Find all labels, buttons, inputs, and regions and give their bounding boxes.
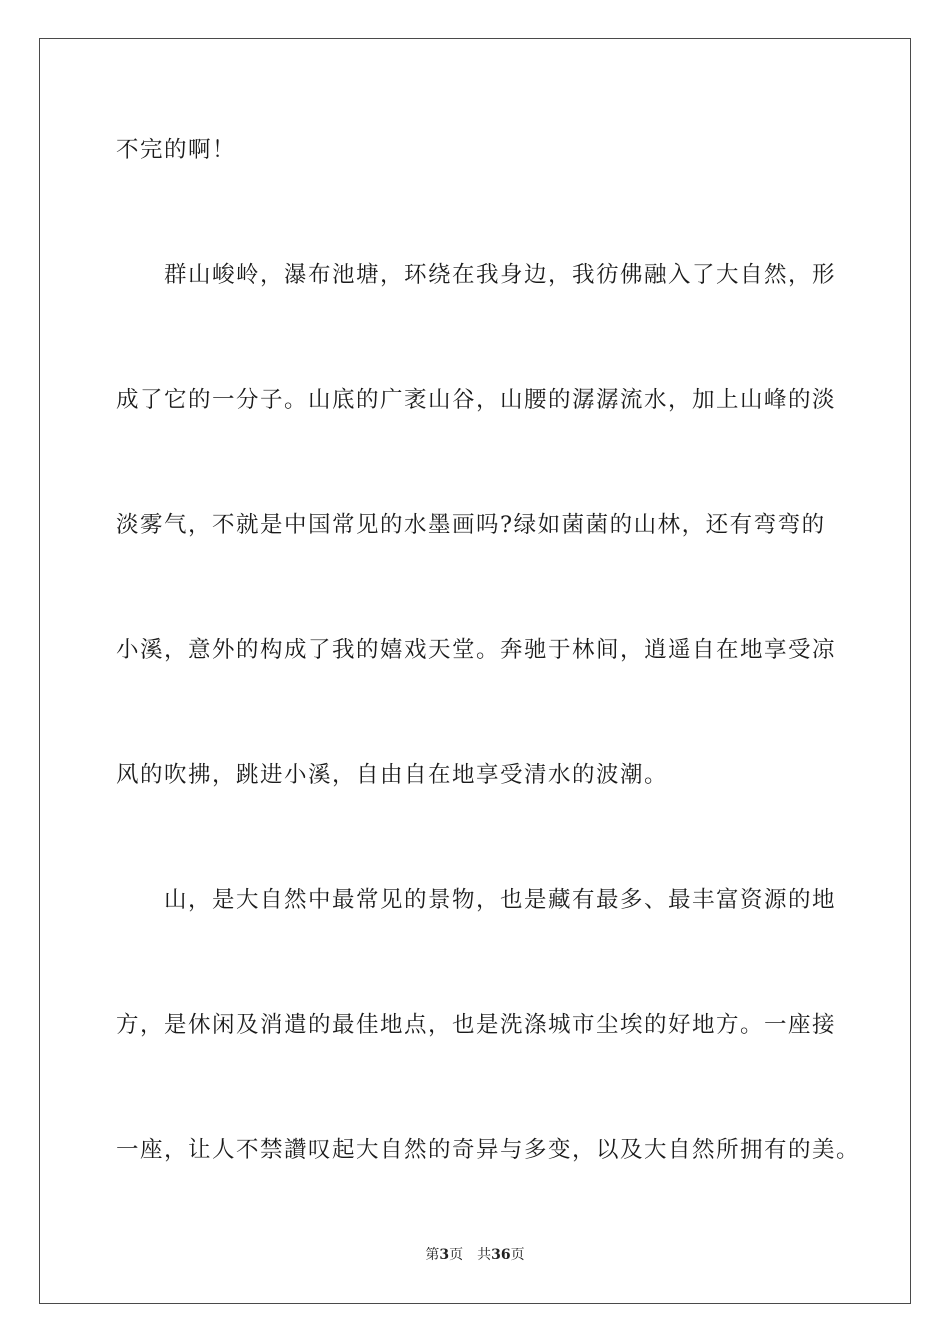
text-line-5: 小溪，意外的构成了我的嬉戏天堂。奔驰于林间，逍遥自在地享受凉 xyxy=(116,637,837,663)
text-line-9: 一座，让人不禁讚叹起大自然的奇异与多变，以及大自然所拥有的美。 xyxy=(116,1137,861,1163)
text-line-4: 淡雾气，不就是中国常见的水墨画吗?绿如菌菌的山林，还有弯弯的 xyxy=(116,512,826,538)
footer-total-prefix: 共 xyxy=(477,1247,492,1263)
page-border xyxy=(39,38,911,1304)
footer-total-pages: 36 xyxy=(491,1247,511,1263)
footer-page-number: 3 xyxy=(439,1247,450,1263)
text-line-8: 方，是休闲及消遣的最佳地点，也是洗涤城市尘埃的好地方。一座接 xyxy=(116,1012,837,1038)
text-line-3: 成了它的一分子。山底的广袤山谷，山腰的潺潺流水，加上山峰的淡 xyxy=(116,387,837,413)
footer-page-suffix: 页 xyxy=(449,1247,464,1263)
text-line-6: 风的吹拂，跳进小溪，自由自在地享受清水的波潮。 xyxy=(116,762,669,788)
text-line-2: 群山峻岭，瀑布池塘，环绕在我身边，我彷佛融入了大自然，形 xyxy=(164,262,837,288)
text-line-7: 山，是大自然中最常见的景物，也是藏有最多、最丰富资源的地 xyxy=(164,887,837,913)
text-line-1: 不完的啊！ xyxy=(116,137,237,163)
footer-total-suffix: 页 xyxy=(510,1247,525,1263)
page-footer xyxy=(0,1245,950,1265)
footer-page-prefix: 第 xyxy=(425,1247,440,1263)
